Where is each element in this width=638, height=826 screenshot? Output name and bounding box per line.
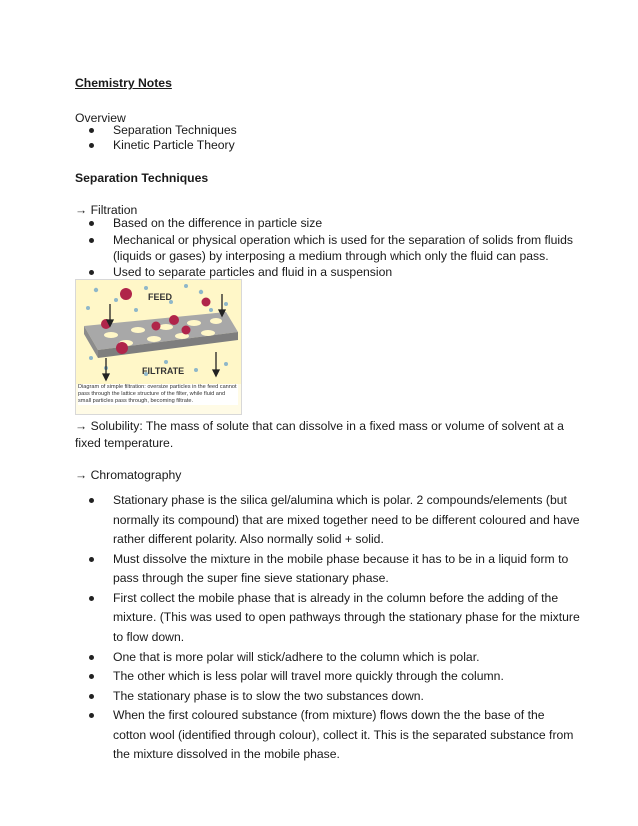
doc-title: Chemistry Notes bbox=[75, 76, 172, 90]
bullet-icon bbox=[89, 128, 94, 133]
section-heading: Separation Techniques bbox=[75, 171, 209, 185]
filtration-item: Based on the difference in particle size bbox=[113, 216, 323, 230]
bullet-icon bbox=[89, 143, 94, 148]
bullet-icon bbox=[89, 713, 94, 718]
filtration-item: Used to separate particles and fluid in a suspension bbox=[113, 265, 393, 279]
figure-caption: Diagram of simple filtration: oversize particles in the feed cannot pass through the lattice structure of the filter, while fluid and small particles pass through, becoming filtrate. bbox=[78, 384, 237, 404]
chromatography-line: mixture. (This was used to open pathways through the stationary phase for the mixture bbox=[113, 610, 580, 624]
chromatography-line: One that is more polar will stick/adhere to the column which is polar. bbox=[113, 650, 480, 664]
overview-item: Kinetic Particle Theory bbox=[113, 138, 235, 152]
overview-item: Separation Techniques bbox=[113, 123, 237, 137]
chromatography-line: normally its compound) that are mixed together need to be different coloured and have bbox=[113, 513, 580, 527]
bullet-icon bbox=[89, 674, 94, 679]
solubility-line: → Solubility: The mass of solute that can dissolve in a fixed mass or volume of solvent at a bbox=[75, 419, 564, 433]
bullet-icon bbox=[89, 270, 94, 275]
chromatography-line: the mixture dissolved in the mobile phase. bbox=[113, 747, 340, 761]
filtration-item-continued: (liquids or gases) by interposing a medium through which only the fluid can pass. bbox=[113, 249, 549, 263]
solubility-line-continued: fixed temperature. bbox=[75, 436, 174, 450]
bullet-icon bbox=[89, 655, 94, 660]
filtration-diagram bbox=[75, 279, 242, 415]
chromatography-line: Must dissolve the mixture in the mobile phase because it has to be in a liquid form to bbox=[113, 552, 569, 566]
chromatography-line: cotton wool (identified through colour), collect it. This is the separated substance from bbox=[113, 728, 574, 742]
bullet-icon bbox=[89, 694, 94, 699]
filtration-heading: → Filtration bbox=[75, 203, 138, 217]
bullet-icon bbox=[89, 596, 94, 601]
chromatography-line: Stationary phase is the silica gel/alumina which is polar. 2 compounds/elements (but bbox=[113, 493, 567, 507]
chromatography-line: pass through the super fine sieve stationary phase. bbox=[113, 571, 389, 585]
chromatography-line: rather different polarity. Also normally solid + solid. bbox=[113, 532, 384, 546]
bullet-icon bbox=[89, 498, 94, 503]
filtrate-label: FILTRATE bbox=[142, 366, 185, 376]
feed-label: FEED bbox=[148, 292, 173, 302]
chromatography-line: First collect the mobile phase that is already in the column before the adding of the bbox=[113, 591, 559, 605]
chromatography-line: The stationary phase is to slow the two substances down. bbox=[113, 689, 424, 703]
chromatography-line: to flow down. bbox=[113, 630, 185, 644]
filtration-item: Mechanical or physical operation which is used for the separation of solids from fluids bbox=[113, 233, 573, 247]
bullet-icon bbox=[89, 221, 94, 226]
overview-heading: Overview bbox=[75, 111, 126, 125]
chromatography-line: The other which is less polar will travel more quickly through the column. bbox=[113, 669, 504, 683]
bullet-icon bbox=[89, 557, 94, 562]
bullet-icon bbox=[89, 238, 94, 243]
chromatography-heading: → Chromatography bbox=[75, 468, 182, 482]
chromatography-line: When the first coloured substance (from mixture) flows down the the base of the bbox=[113, 708, 545, 722]
